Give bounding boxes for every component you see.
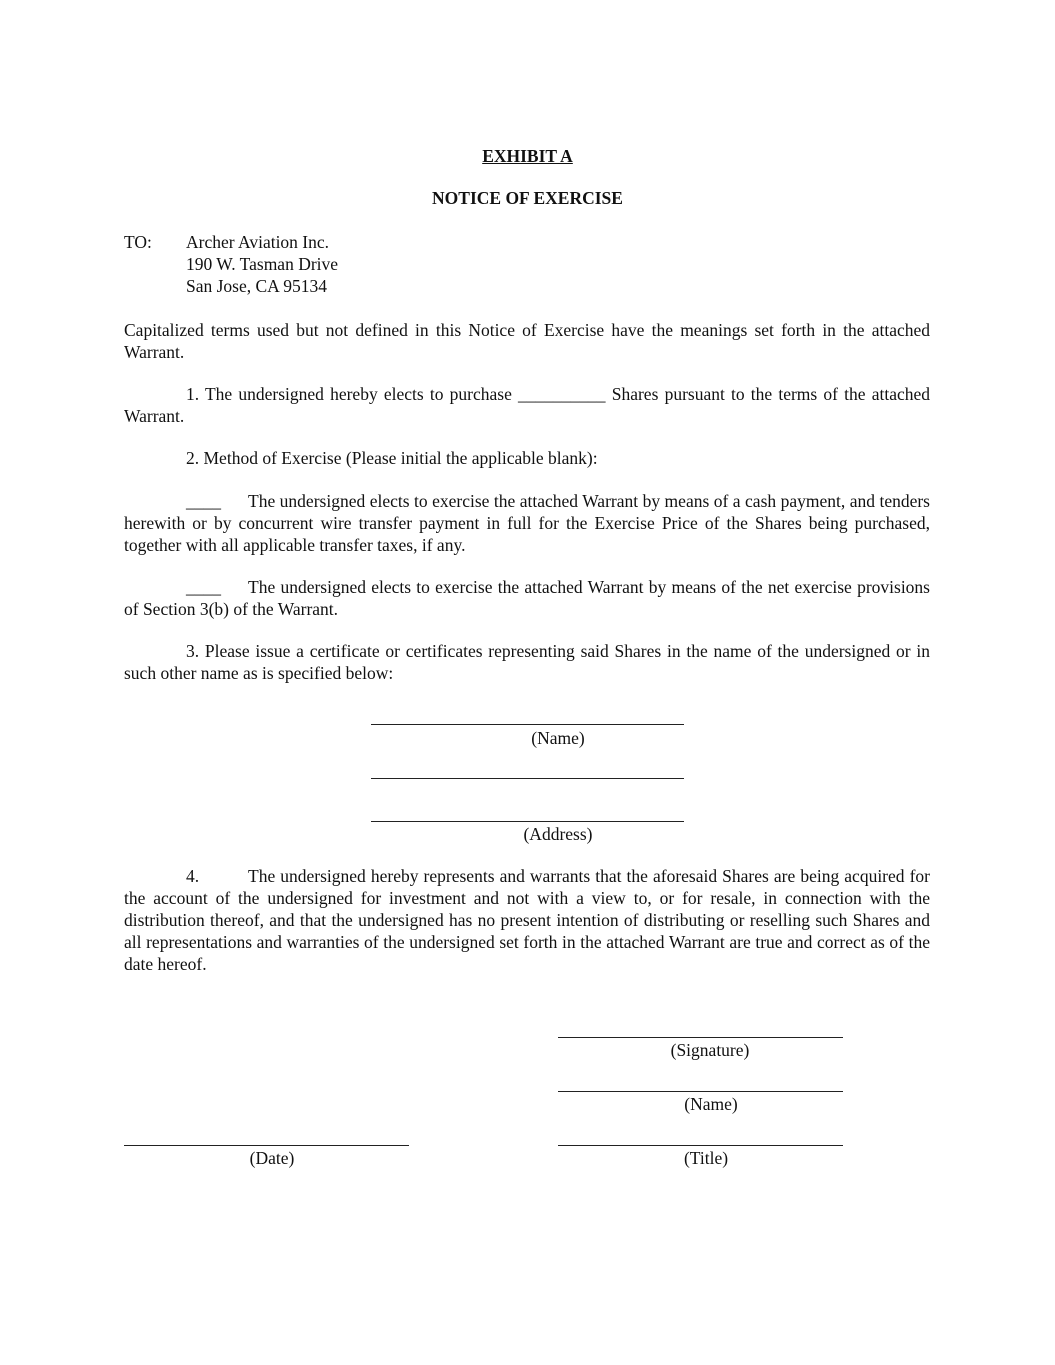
to-address-line-3: San Jose, CA 95134	[186, 276, 327, 296]
issue-address-line-1[interactable]	[371, 778, 684, 779]
option-cash-text: The undersigned elects to exercise the attached Warrant by means of a cash payment, and tenders herewith or by concurrent wire transfer payment in full for the Exercise Price of the Shares being purchased, together with all applicable transfer taxes, if any.	[124, 491, 930, 555]
item-4-paragraph	[124, 865, 930, 975]
item-3-paragraph: 3. Please issue a certificate or certificates representing said Shares in the name of the undersigned or in such other name as is specified below:	[124, 641, 930, 683]
item-1-shares-blank[interactable]: __________	[518, 384, 606, 404]
signer-title-caption: (Title)	[683, 1148, 729, 1168]
notice-title: NOTICE OF EXERCISE	[432, 188, 623, 208]
signer-name-caption: (Name)	[684, 1094, 738, 1114]
intro-paragraph: Capitalized terms used but not defined in this Notice of Exercise have the meanings set forth in the attached Warrant.	[124, 320, 930, 362]
option-cash-initial-blank[interactable]: ____	[186, 491, 221, 511]
option-net-text: The undersigned elects to exercise the attached Warrant by means of the net exercise provisions of Section 3(b) of the Warrant.	[124, 577, 930, 619]
option-net-paragraph	[124, 576, 930, 620]
item-1-paragraph	[124, 383, 930, 427]
item-2-heading: 2. Method of Exercise (Please initial the applicable blank):	[186, 448, 598, 468]
issue-name-line[interactable]	[371, 724, 684, 725]
issue-address-caption: (Address)	[523, 824, 593, 844]
signature-line[interactable]	[558, 1037, 843, 1038]
date-line[interactable]	[124, 1145, 409, 1146]
item-4-number: 4.	[186, 866, 200, 886]
date-caption: (Date)	[249, 1148, 295, 1168]
option-net-initial-blank[interactable]: ____	[186, 577, 221, 597]
signer-name-line[interactable]	[558, 1091, 843, 1092]
signature-caption: (Signature)	[670, 1040, 750, 1060]
exhibit-title: EXHIBIT A	[482, 146, 573, 166]
issue-name-caption: (Name)	[531, 728, 585, 748]
signer-title-line[interactable]	[558, 1145, 843, 1146]
option-cash-paragraph	[124, 490, 930, 556]
to-label: TO:	[124, 232, 152, 252]
item-1-text-before: 1. The undersigned hereby elects to purchase	[186, 384, 512, 404]
to-address-line-2: 190 W. Tasman Drive	[186, 254, 339, 274]
issue-address-line-2[interactable]	[371, 821, 684, 822]
item-4-text: The undersigned hereby represents and warrants that the aforesaid Shares are being acquired for the account of the undersigned for investment and not with a view to, or for resale, in connection with the distribution thereof, and that the undersigned has no present intention of distributing or reselling such Shares and all representations and warranties of the undersigned set forth in the attached Warrant are true and correct as of the date hereof.	[124, 866, 930, 974]
to-address-line-1: Archer Aviation Inc.	[186, 232, 330, 252]
item-1-text-after: Shares pursuant to the terms of the attached Warrant.	[124, 384, 931, 426]
